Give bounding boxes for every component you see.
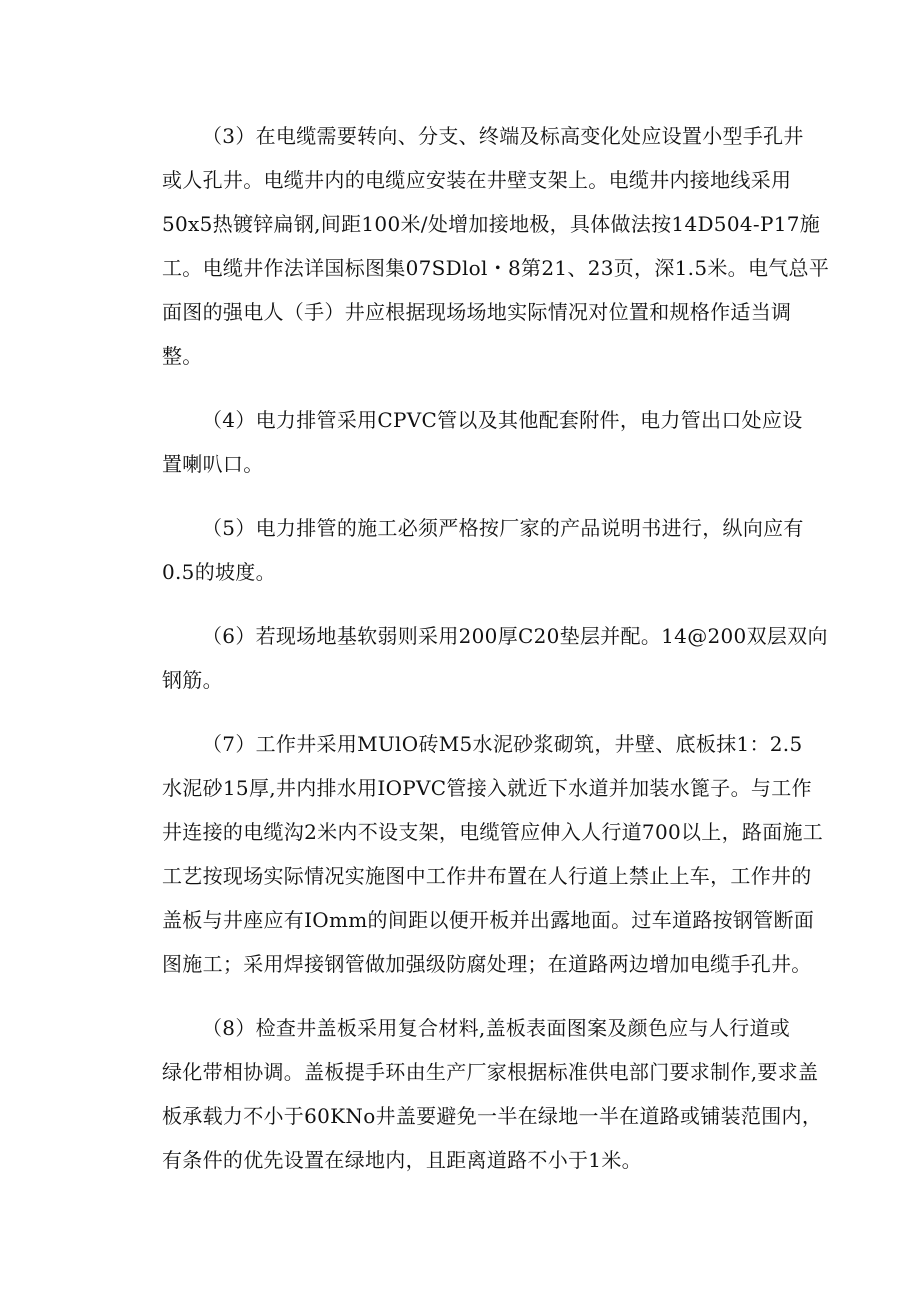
- text-line: （8）检查井盖板采用复合材料,盖板表面图案及颜色应与人行道或: [202, 1016, 791, 1040]
- text-line: 图施工；采用焊接钢管做加强级防腐处理；在道路两边增加电缆手孔井。: [162, 952, 812, 976]
- text-line: 或人孔井。电缆井内的电缆应安装在井壁支架上。电缆井内接地线采用: [162, 168, 792, 192]
- text-line: （5）电力排管的施工必须严格按厂家的产品说明书进行，纵向应有: [202, 516, 804, 540]
- text-line: 50x5热镀锌扁钢,间距100米/处增加接地极，具体做法按14D504-P17施: [162, 212, 821, 236]
- text-line: 整。: [162, 344, 203, 368]
- text-line: （7）工作井采用MUlO砖M5水泥砂浆砌筑，井壁、底板抹1：2.5: [202, 732, 803, 756]
- text-line: 盖板与井座应有IOmm的间距以便开板并出露地面。过车道路按钢管断面: [162, 908, 815, 932]
- text-line: 绿化带相协调。盖板提手环由生产厂家根据标准供电部门要求制作,要求盖: [162, 1060, 819, 1084]
- paragraph-3: [162, 114, 830, 378]
- text-line: 有条件的优先设置在绿地内，且距离道路不小于1米。: [162, 1148, 642, 1172]
- text-line: （6）若现场地基软弱则采用200厚C20垫层并配。14@200双层双向: [202, 624, 828, 648]
- document-body: [162, 114, 830, 1202]
- text-line: 板承载力不小于60KNo井盖要避免一半在绿地一半在道路或铺装范围内，: [162, 1104, 823, 1128]
- paragraph-7: [162, 722, 824, 986]
- text-line: 工。电缆井作法详国标图集07SDlol・8第21、23页，深1.5米。电气总平: [162, 256, 830, 280]
- text-line: 工艺按现场实际情况实施图中工作井布置在人行道上禁止上车，工作井的: [162, 864, 812, 888]
- text-line: 面图的强电人（手）井应根据现场场地实际情况对位置和规格作适当调: [162, 300, 792, 324]
- text-line: 井连接的电缆沟2米内不设支架，电缆管应伸入人行道700以上，路面施工: [162, 820, 824, 844]
- text-line: （4）电力排管采用CPVC管以及其他配套附件，电力管出口处应设: [202, 408, 803, 432]
- paragraph-4: [162, 398, 803, 486]
- text-line: （3）在电缆需要转向、分支、终端及标高变化处应设置小型手孔井: [202, 124, 804, 148]
- text-line: 水泥砂15厚,井内排水用IOPVC管接入就近下水道并加装水篦子。与工作: [162, 776, 812, 800]
- paragraph-5: [162, 506, 804, 594]
- paragraph-8: [162, 1006, 823, 1182]
- text-line: 0.5的坡度。: [162, 560, 276, 584]
- text-line: 钢筋。: [162, 668, 223, 692]
- text-line: 置喇叭口。: [162, 452, 264, 476]
- paragraph-6: [162, 614, 828, 702]
